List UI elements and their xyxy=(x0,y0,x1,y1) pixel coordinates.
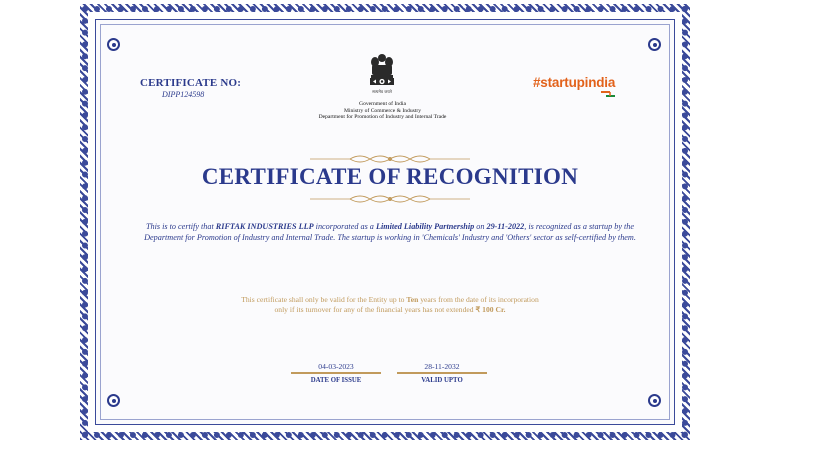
gov-line-3: Department for Promotion of Industry and Internal Trade xyxy=(318,114,447,121)
certificate-body-text: This is to certify that RIFTAK INDUSTRIES LLP incorporated as a Limited Liability Partnership on 29-11-2022, is recognized as a startup by the Department for Promotion of Industry and Internal Trade. The startup is working in 'Chemicals' Industry and 'Others' sector as self-certified by them. xyxy=(144,222,636,242)
gov-line-2: Ministry of Commerce & Industry xyxy=(343,107,422,114)
certificate-title: CERTIFICATE OF RECOGNITION xyxy=(201,164,579,189)
corner-ornament-bottom-left xyxy=(107,394,120,407)
incorporation-date: 29-11-2022 xyxy=(486,222,525,231)
company-name: RIFTAK INDUSTRIES LLP xyxy=(215,222,314,231)
svg-text:सत्यमेव जयते: सत्यमेव जयते xyxy=(372,89,392,94)
entity-type: Limited Liability Partnership xyxy=(375,222,475,231)
validity-text: This certificate shall only be valid for the Entity up to Ten years from the date of its incorporation only if its turnover for any of the financial years has not extended ₹ 100 Cr. xyxy=(241,295,539,314)
startupindia-logo: #startupindia xyxy=(533,75,616,90)
certificate-number-label: CERTIFICATE NO: xyxy=(140,77,242,89)
startupindia-flag-icon xyxy=(600,91,616,98)
date-of-issue-label: DATE OF ISSUE xyxy=(310,377,362,384)
corner-ornament-top-right xyxy=(648,38,661,51)
valid-upto-line xyxy=(397,372,487,374)
valid-upto-label: VALID UPTO xyxy=(421,377,463,384)
national-emblem-icon xyxy=(366,52,398,98)
turnover-limit: ₹ 100 Cr. xyxy=(475,305,506,314)
valid-upto-value: 28-11-2032 xyxy=(424,362,460,371)
gov-line-1: Government of India xyxy=(359,101,406,107)
government-header xyxy=(300,101,465,121)
corner-ornament-top-left xyxy=(107,38,120,51)
corner-ornament-bottom-right xyxy=(648,394,661,407)
validity-years: Ten xyxy=(406,295,419,304)
ornament-divider-bottom-icon xyxy=(310,192,470,206)
certificate-number-value: DIPP124598 xyxy=(162,90,205,99)
date-of-issue-value: 04-03-2023 xyxy=(318,362,354,371)
date-of-issue-line xyxy=(291,372,381,374)
